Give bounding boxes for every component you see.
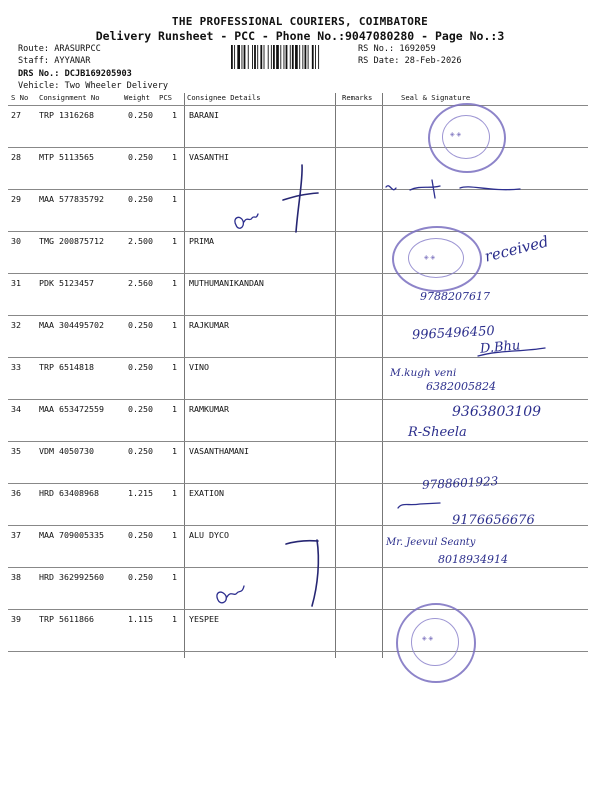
runsheet-subtitle: Delivery Runsheet - PCC - Phone No.:9047080280 - Page No.:3 (95, 29, 505, 43)
row-pcs: 1 (172, 572, 177, 582)
staff-line (18, 56, 90, 66)
rs-no-label: RS No.: (358, 44, 395, 54)
barcode (230, 45, 352, 69)
barcode-bar (284, 45, 285, 69)
barcode-bar (252, 45, 253, 69)
row-consignee: ALU DYCO (189, 530, 229, 540)
row-sno: 28 (11, 152, 21, 162)
row-consignee: VINO (189, 362, 209, 372)
row-sno: 37 (11, 530, 21, 540)
handwritten-phone: 9176656676 (452, 513, 535, 528)
row-pcs: 1 (172, 278, 177, 288)
staff-label: Staff: (18, 56, 50, 66)
row-sno: 29 (11, 194, 21, 204)
rs-date-value: 28-Feb-2026 (404, 56, 462, 66)
handwritten-phone: 8018934914 (438, 553, 508, 566)
staff-value: AYYANAR (54, 56, 91, 66)
stamp-seal-mark: ◈ ◈ (422, 635, 434, 642)
col-consignee-header: Consignee Details (187, 93, 261, 102)
barcode-bar (302, 45, 303, 69)
row-weight: 0.250 (128, 194, 153, 204)
row-pcs: 1 (172, 404, 177, 414)
stamp-seal (392, 226, 482, 292)
vehicle-line (18, 81, 168, 91)
barcode-bar (271, 45, 272, 69)
row-weight: 0.250 (128, 320, 153, 330)
row-sno: 36 (11, 488, 21, 498)
row-pcs: 1 (172, 320, 177, 330)
barcode-bar (254, 45, 256, 69)
col-seal-header: Seal & Signature (401, 93, 471, 102)
handwritten-phone: 6382005824 (426, 380, 496, 393)
col-remarks-header: Remarks (342, 93, 373, 102)
row-consignment-no: TRP 6514818 (39, 362, 94, 372)
rs-date-label: RS Date: (358, 56, 400, 66)
rs-date-line (358, 56, 462, 66)
handwritten-phone: 9788207617 (420, 290, 490, 303)
col-weight-header: Weight (124, 93, 150, 102)
stamp-seal (396, 603, 476, 683)
barcode-bar (273, 45, 275, 69)
drs-line (18, 69, 132, 79)
barcode-bar (305, 45, 307, 69)
row-pcs: 1 (172, 236, 177, 246)
row-pcs: 1 (172, 152, 177, 162)
row-consignment-no: MAA 653472559 (39, 404, 104, 414)
row-pcs: 1 (172, 110, 177, 120)
table-row (8, 609, 588, 651)
table-row (8, 357, 588, 399)
row-pcs: 1 (172, 446, 177, 456)
row-sno: 32 (11, 320, 21, 330)
row-divider (8, 651, 588, 652)
row-consignment-no: TMG 200875712 (39, 236, 104, 246)
row-consignee: MUTHUMANIKANDAN (189, 278, 264, 288)
row-weight: 0.250 (128, 530, 153, 540)
row-consignment-no: MTP 5113565 (39, 152, 94, 162)
handwritten-phone: 9363803109 (452, 404, 542, 420)
runsheet-table (8, 93, 588, 658)
row-consignee: EXATION (189, 488, 224, 498)
barcode-bar (290, 45, 291, 69)
row-consignment-no: HRD 63408968 (39, 488, 99, 498)
col-consignment-header: Consignment No (39, 93, 100, 102)
row-pcs: 1 (172, 530, 177, 540)
stamp-seal (428, 103, 506, 173)
table-row (8, 273, 588, 315)
row-consignee: YESPEE (189, 614, 219, 624)
row-consignee: VASANTHAMANI (189, 446, 249, 456)
handwritten-name: Mr. Jeevul Seanty (386, 537, 476, 548)
barcode-bar (312, 45, 314, 69)
row-weight: 0.250 (128, 446, 153, 456)
drs-label: DRS No.: (18, 69, 60, 79)
route-value: ARASURPCC (54, 44, 101, 54)
row-consignee: PRIMA (189, 236, 214, 246)
handwritten-phone: 9965496450 (411, 323, 496, 344)
row-sno: 31 (11, 278, 21, 288)
row-weight: 1.115 (128, 614, 153, 624)
barcode-bar (318, 45, 319, 69)
row-weight: 0.250 (128, 404, 153, 414)
row-weight: 0.250 (128, 362, 153, 372)
route-line (18, 44, 101, 54)
barcode-bar (280, 45, 281, 69)
row-pcs: 1 (172, 362, 177, 372)
row-sno: 38 (11, 572, 21, 582)
row-consignee: RAMKUMAR (189, 404, 229, 414)
row-consignee: VASANTHI (189, 152, 229, 162)
vehicle-label: Vehicle: (18, 81, 60, 91)
row-consignment-no: VDM 4050730 (39, 446, 94, 456)
row-pcs: 1 (172, 194, 177, 204)
company-title: THE PROFESSIONAL COURIERS, COIMBATORE (171, 15, 429, 28)
handwritten-name: M.kugh veni (390, 367, 457, 379)
row-sno: 27 (11, 110, 21, 120)
barcode-bar (264, 45, 265, 69)
barcode-bar (248, 45, 249, 69)
row-weight: 0.250 (128, 152, 153, 162)
barcode-bar (268, 45, 269, 69)
row-consignment-no: MAA 577835792 (39, 194, 104, 204)
row-weight: 0.250 (128, 110, 153, 120)
handwritten-signature: R-Sheela (408, 425, 467, 440)
barcode-bar (292, 45, 294, 69)
rs-no-line (358, 44, 436, 54)
barcode-bar (257, 45, 258, 69)
barcode-bar (295, 45, 298, 69)
row-consignment-no: TRP 5611866 (39, 614, 94, 624)
rs-no-value: 1692059 (399, 44, 436, 54)
handwritten-signature: D.Bhu (479, 338, 521, 357)
barcode-bar (231, 45, 233, 69)
row-consignment-no: PDK 5123457 (39, 278, 94, 288)
row-weight: 2.500 (128, 236, 153, 246)
barcode-bar (237, 45, 240, 69)
barcode-bar (276, 45, 279, 69)
row-weight: 2.560 (128, 278, 153, 288)
row-consignment-no: TRP 1316268 (39, 110, 94, 120)
row-consignee: BARANI (189, 110, 219, 120)
row-consignment-no: HRD 362992560 (39, 572, 104, 582)
row-consignee: RAJKUMAR (189, 320, 229, 330)
barcode-bar (234, 45, 235, 69)
row-pcs: 1 (172, 614, 177, 624)
row-consignment-no: MAA 709005335 (39, 530, 104, 540)
barcode-bar (308, 45, 309, 69)
drs-value: DCJB169205903 (64, 69, 132, 79)
barcode-bar (242, 45, 243, 69)
row-consignment-no: MAA 304495702 (39, 320, 104, 330)
barcode-bar (299, 45, 300, 69)
vehicle-value: Two Wheeler Delivery (64, 81, 169, 91)
row-sno: 35 (11, 446, 21, 456)
table-row (8, 567, 588, 609)
table-row (8, 189, 588, 231)
stamp-seal-mark: ◈ ◈ (424, 254, 436, 261)
col-sno-header: S No (11, 93, 29, 102)
handwritten-received: received (482, 232, 551, 266)
table-row (8, 441, 588, 483)
row-sno: 33 (11, 362, 21, 372)
row-sno: 30 (11, 236, 21, 246)
row-pcs: 1 (172, 488, 177, 498)
stamp-seal-mark: ◈ ◈ (450, 131, 462, 138)
col-pcs-header: PCS (159, 93, 172, 102)
handwritten-phone: 9788601923 (421, 474, 499, 492)
row-sno: 39 (11, 614, 21, 624)
barcode-bar (315, 45, 316, 69)
barcode-bar (260, 45, 262, 69)
row-weight: 1.215 (128, 488, 153, 498)
row-weight: 0.250 (128, 572, 153, 582)
row-sno: 34 (11, 404, 21, 414)
route-label: Route: (18, 44, 50, 54)
barcode-bar (244, 45, 246, 69)
barcode-bar (286, 45, 288, 69)
